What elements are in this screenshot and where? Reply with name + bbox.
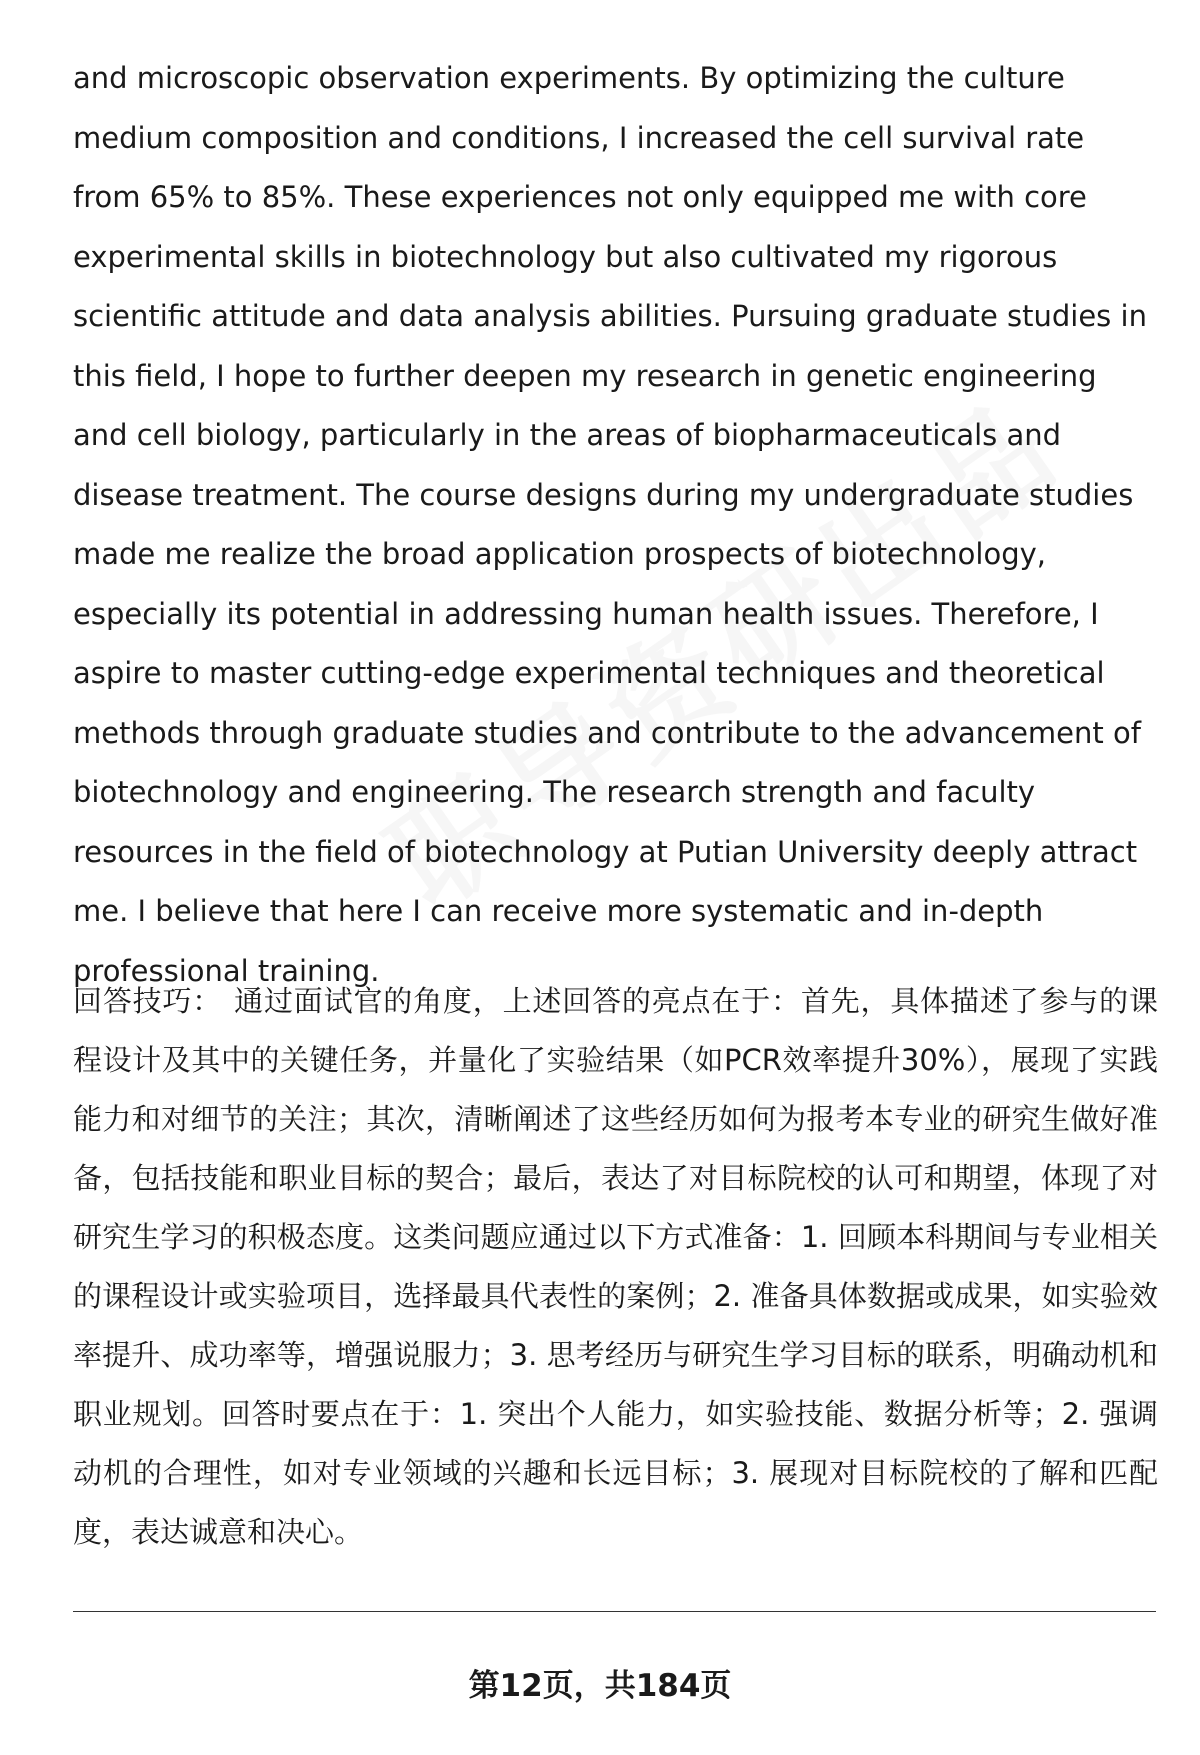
english-answer-paragraph: and microscopic observation experiments. By optimizing the culture medium composition and conditions, I increased the cell survival rate from 65% to 85%. These experiences not only equipped me with core experimental skills in biotechnology but also cultivated my rigorous scientific attitude and data analysis abilities. Pursuing graduate studies in this field, I hope to further deepen my research in genetic engineering and cell biology, particularly in the areas of biopharmaceuticals and disease treatment. The course designs during my undergraduate studies made me realize the broad application prospects of biotechnology, especially its potential in addressing human health issues. Therefore, I aspire to master cutting-edge experimental techniques and theoretical methods through graduate studies and contribute to the advancement of biotechnology and engineering. The research strength and faculty resources in the field of biotechnology at Putian University deeply attract me. I believe that here I can receive more systematic and in-depth professional training.: [73, 61, 1147, 988]
page-number: 第12页，共184页: [468, 1668, 732, 1704]
answer-tips-text: 通过面试官的角度，上述回答的亮点在于：首先，具体描述了参与的课程设计及其中的关键任务，并量化了实验结果（如PCR效率提升30%），展现了实践能力和对细节的关注；其次，清晰阐述了这些经历如何为报考本专业的研究生做好准备，包括技能和职业目标的契合；最后，表达了对目标院校的认可和期望，体现了对研究生学习的积极态度。这类问题应通过以下方式准备：1. 回顾本科期间与专业相关的课程设计或实验项目，选择最具代表性的案例；2. 准备具体数据或成果，如实验效率提升、成功率等，增强说服力；3. 思考经历与研究生学习目标的联系，明确动机和职业规划。回答时要点在于：1. 突出个人能力，如实验技能、数据分析等；2. 强调动机的合理性，如对专业领域的兴趣和长远目标；3. 展现对目标院校的了解和匹配度，表达诚意和决心。: [73, 984, 1158, 1549]
footer-divider: [73, 1611, 1156, 1612]
answer-tips-paragraph: [73, 972, 1158, 1562]
answer-tips-label: 回答技巧：: [73, 984, 223, 1018]
